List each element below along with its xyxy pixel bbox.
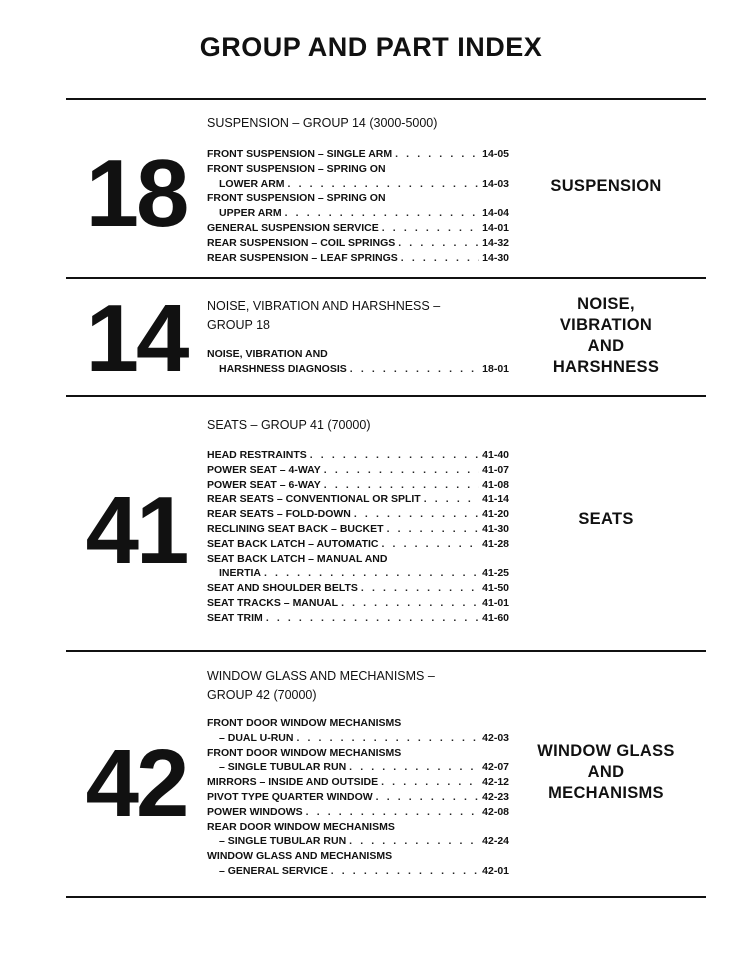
entry-title: FRONT SUSPENSION – SINGLE ARM [207, 148, 393, 160]
section-label: SEATS [578, 510, 634, 528]
entry-list [207, 147, 509, 265]
index-entry [207, 221, 509, 236]
entry-title: UPPER ARM [219, 207, 282, 220]
dot-leader [288, 177, 480, 192]
index-section-suspension [66, 98, 706, 277]
index-section-window-glass [66, 650, 706, 896]
group-title: SEATS – GROUP 41 (70000) [207, 418, 371, 432]
index-entry [207, 805, 509, 820]
index-entry [207, 236, 509, 251]
page-number: 14-01 [482, 221, 509, 234]
page-number: 42-23 [482, 790, 509, 803]
dot-leader [324, 478, 479, 493]
index-entry [207, 775, 509, 790]
entry-title: SEAT AND SHOULDER BELTS [207, 582, 358, 595]
page-number: 42-01 [482, 864, 509, 877]
section-label: NOISE, VIBRATION AND HARSHNESS [552, 295, 660, 376]
index-section-seats [66, 395, 706, 650]
page-number: 14-32 [482, 236, 509, 249]
entry-title: FRONT SUSPENSION – SPRING ON [207, 162, 386, 175]
entry-title: FRONT DOOR WINDOW MECHANISMS [207, 717, 402, 729]
dot-leader [341, 596, 479, 611]
page-number: 41-25 [482, 567, 509, 580]
dot-leader [395, 147, 479, 162]
page-number: 41-60 [482, 611, 509, 624]
page-number: 41-50 [482, 582, 509, 595]
section-number: 41 [85, 477, 187, 584]
dot-leader [324, 463, 479, 478]
entry-title: POWER WINDOWS [207, 805, 303, 818]
index-entry [207, 731, 509, 746]
index-entry [207, 251, 509, 266]
dot-leader [264, 566, 479, 581]
section-label: SUSPENSION [550, 177, 662, 195]
index-entry [207, 162, 509, 177]
index-entry [207, 463, 509, 478]
group-title: WINDOW GLASS AND MECHANISMS – GROUP 42 (70000) [207, 669, 435, 702]
index-entry [207, 864, 509, 879]
index-entry [207, 206, 509, 221]
entry-list [207, 716, 509, 879]
entry-title: INERTIA [219, 567, 261, 580]
index-entry [207, 581, 509, 596]
index-entry [207, 760, 509, 775]
entry-title: MIRRORS – INSIDE AND OUTSIDE [207, 776, 379, 789]
index-entry [207, 611, 509, 626]
index-entry [207, 147, 509, 162]
dot-leader [381, 775, 479, 790]
dot-leader [382, 537, 480, 552]
entry-title: SEAT BACK LATCH – AUTOMATIC [207, 537, 379, 550]
dot-leader [361, 581, 479, 596]
page-number: 42-07 [482, 761, 509, 774]
entry-title: – SINGLE TUBULAR RUN [219, 835, 347, 848]
page-number: 41-20 [482, 508, 509, 521]
entry-title: REAR DOOR WINDOW MECHANISMS [207, 820, 395, 833]
page-number: 42-08 [482, 805, 509, 818]
section-number: 14 [85, 285, 187, 392]
entry-title: WINDOW GLASS AND MECHANISMS [207, 850, 393, 863]
index-entry [207, 362, 509, 377]
index-entry [207, 834, 509, 849]
index-entry [207, 820, 509, 835]
index-entry [207, 177, 509, 192]
index-entry [207, 566, 509, 581]
index-entry [207, 746, 509, 761]
dot-leader [266, 611, 479, 626]
dot-leader [310, 448, 479, 463]
index-entry [207, 790, 509, 805]
entry-title: HARSHNESS DIAGNOSIS [219, 362, 347, 375]
entry-title: REAR SUSPENSION – LEAF SPRINGS [207, 251, 398, 264]
page-number: 42-03 [482, 731, 509, 744]
group-title: NOISE, VIBRATION AND HARSHNESS – GROUP 18 [207, 299, 441, 332]
dot-leader [376, 790, 479, 805]
dot-leader [349, 760, 479, 775]
entry-title: NOISE, VIBRATION AND [207, 348, 328, 360]
entry-title: SEAT BACK LATCH – MANUAL AND [207, 552, 388, 565]
entry-title: REAR SEATS – CONVENTIONAL OR SPLIT [207, 493, 421, 506]
entry-title: HEAD RESTRAINTS [207, 449, 307, 461]
entry-title: REAR SEATS – FOLD-DOWN [207, 508, 351, 521]
index-entry [207, 537, 509, 552]
dot-leader [401, 251, 479, 266]
group-title: SUSPENSION – GROUP 14 (3000-5000) [207, 116, 438, 130]
index-entry [207, 492, 509, 507]
dot-leader [331, 864, 479, 879]
entry-title: LOWER ARM [219, 177, 285, 190]
index-entry [207, 716, 509, 731]
section-number: 42 [85, 730, 187, 837]
entry-title: POWER SEAT – 6-WAY [207, 478, 321, 491]
index-entry [207, 507, 509, 522]
divider [66, 896, 706, 898]
entry-title: SEAT TRACKS – MANUAL [207, 596, 339, 609]
entry-title: SEAT TRIM [207, 611, 263, 624]
entry-title: POWER SEAT – 4-WAY [207, 463, 321, 476]
index-entry [207, 191, 509, 206]
index-entry [207, 596, 509, 611]
entry-title: FRONT SUSPENSION – SPRING ON [207, 192, 386, 205]
page-number: 14-04 [482, 207, 509, 220]
dot-leader [285, 206, 480, 221]
index-entry [207, 552, 509, 567]
index-entry [207, 448, 509, 463]
dot-leader [349, 834, 479, 849]
dot-leader [354, 507, 479, 522]
index-entry [207, 849, 509, 864]
page-number: 41-08 [482, 478, 509, 491]
entry-title: – SINGLE TUBULAR RUN [219, 761, 347, 774]
index-section-noise-vibration [66, 277, 706, 395]
index-entry [207, 522, 509, 537]
page-number: 14-05 [482, 148, 509, 160]
entry-title: GENERAL SUSPENSION SERVICE [207, 221, 379, 234]
section-label: WINDOW GLASS AND MECHANISMS [537, 742, 675, 802]
page-number: 41-01 [482, 596, 509, 609]
dot-leader [350, 362, 479, 377]
entry-title: FRONT DOOR WINDOW MECHANISMS [207, 746, 402, 759]
page-number: 41-07 [482, 463, 509, 476]
entry-list [207, 347, 509, 377]
page-title: GROUP AND PART INDEX [199, 32, 543, 62]
page-number: 18-01 [482, 362, 509, 375]
dot-leader [306, 805, 479, 820]
entry-title: REAR SUSPENSION – COIL SPRINGS [207, 236, 396, 249]
page-number: 41-28 [482, 537, 509, 550]
index-entry [207, 478, 509, 493]
entry-list [207, 448, 509, 626]
entry-title: – GENERAL SERVICE [219, 864, 328, 877]
dot-leader [382, 221, 479, 236]
page-number: 14-30 [482, 251, 509, 264]
index-entry [207, 347, 509, 362]
page-number: 42-12 [482, 776, 509, 789]
entry-title: RECLINING SEAT BACK – BUCKET [207, 522, 384, 535]
page-number: 41-30 [482, 522, 509, 535]
dot-leader [398, 236, 479, 251]
dot-leader [387, 522, 480, 537]
dot-leader [296, 731, 479, 746]
entry-title: PIVOT TYPE QUARTER WINDOW [207, 790, 373, 803]
page-number: 41-14 [482, 493, 509, 506]
dot-leader [424, 492, 479, 507]
page-number: 14-03 [482, 177, 509, 190]
entry-title: – DUAL U-RUN [219, 731, 294, 744]
section-number: 18 [85, 140, 187, 247]
page-number: 42-24 [482, 835, 509, 848]
page-number: 41-40 [482, 449, 509, 461]
